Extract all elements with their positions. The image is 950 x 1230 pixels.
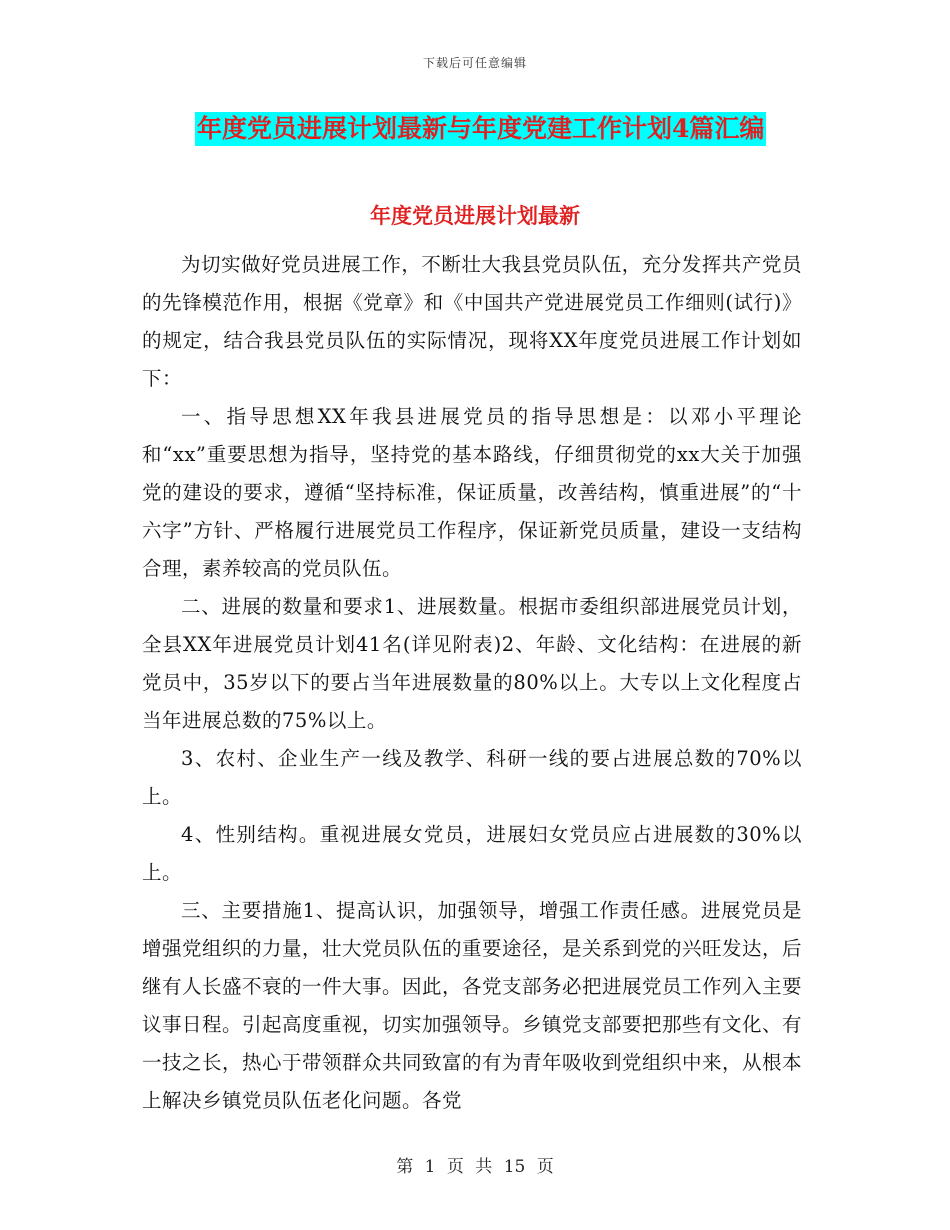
document-body <box>142 246 802 1120</box>
page-header-note: 下载后可任意编辑 <box>422 56 527 70</box>
paragraph-guiding-ideology: 一、指导思想XX年我县进展党员的指导思想是：以邓小平理论和“xx”重要思想为指导，坚持党的基本路线，仔细贯彻党的xx大关于加强党的建设的要求，遵循“坚持标准，保证质量，改善结构，慎重进展”的“十六字”方针、严格履行进展党员工作程序，保证新党员质量，建设一支结构合理，素养较高的党员队伍。 <box>142 405 802 580</box>
paragraph-gender-structure: 4、性别结构。重视进展女党员，进展妇女党员应占进展数的30%以上。 <box>142 823 802 884</box>
paragraph-intro: 为切实做好党员进展工作，不断壮大我县党员队伍，充分发挥共产党员的先锋模范作用，根据《党章》和《中国共产党进展党员工作细则(试行)》的规定，结合我县党员队伍的实际情况，现将XX年度党员进展工作计划如下： <box>142 253 802 390</box>
document-title: 年度党员进展计划最新与年度党建工作计划4篇汇编 <box>195 112 766 146</box>
page-footer: 第 1 页 共 15 页 <box>396 1157 554 1177</box>
paragraph-main-measures: 三、主要措施1、提高认识，加强领导，增强工作责任感。进展党员是增强党组织的力量，壮大党员队伍的重要途径，是关系到党的兴旺发达，后继有人长盛不衰的一件大事。因此，各党支部务必把进展党员工作列入主要议事日程。引起高度重视，切实加强领导。乡镇党支部要把那些有文化、有一技之长，热心于带领群众共同致富的有为青年吸收到党组织中来，从根本上解决乡镇党员队伍老化问题。各党 <box>142 899 803 1112</box>
paragraph-frontline-ratio: 3、农村、企业生产一线及教学、科研一线的要占进展总数的70%以上。 <box>142 747 802 808</box>
paragraph-quantity-requirements: 二、进展的数量和要求1、进展数量。根据市委组织部进展党员计划，全县XX年进展党员计划41名(详见附表)2、年龄、文化结构：在进展的新党员中，35岁以下的要占当年进展数量的80%以上。大专以上文化程度占当年进展总数的75%以上。 <box>142 595 802 732</box>
section-title: 年度党员进展计划最新 <box>370 203 580 228</box>
